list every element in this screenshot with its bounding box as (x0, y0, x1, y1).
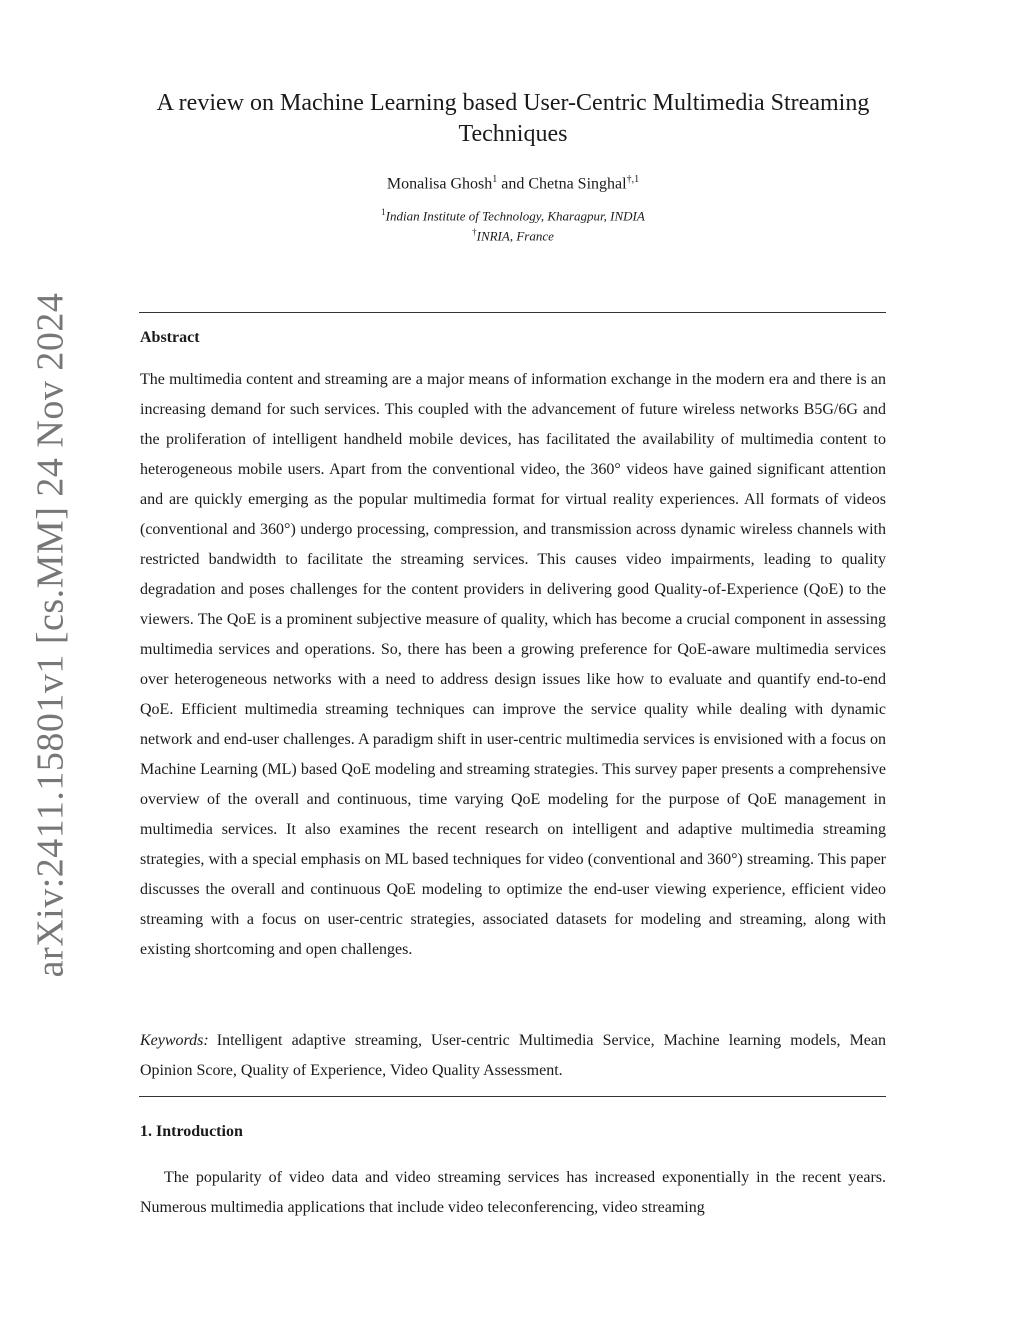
affiliation-text: Indian Institute of Technology, Kharagpur, INDIA (385, 208, 645, 224)
affiliation-mark: 1 (381, 207, 386, 217)
affiliation-mark: † (472, 227, 477, 238)
arxiv-identifier-text: arXiv:2411.15801v1 [cs.MM] 24 Nov 2024 (29, 292, 71, 978)
abstract-body: The multimedia content and streaming are a major means of information exchange in the modern era and there is an increasing demand for such services. This coupled with the advancement of future wireless networks B5G/6G and the proliferation of intelligent handheld mobile devices, has facilitated the availability of multimedia content to heterogeneous mobile users. Apart from the conventional video, the 360° videos have gained significant attention and are quickly emerging as the popular multimedia format for virtual reality experiences. All formats of videos (conventional and 360°) undergo processing, compression, and transmission across dynamic wireless channels with restricted bandwidth to facilitate the streaming services. This causes video impairments, leading to quality degradation and poses challenges for the content providers in delivering good Quality-of-Experience (QoE) to the viewers. The QoE is a prominent subjective measure of quality, which has become a crucial component in assessing multimedia services and operations. So, there has been a growing preference for QoE-aware multimedia services over heterogeneous networks with a need to address design issues like how to evaluate and quantify end-to-end QoE. Efficient multimedia streaming techniques can improve the service quality while dealing with dynamic network and end-user challenges. A paradigm shift in user-centric multimedia services is envisioned with a focus on Machine Learning (ML) based QoE modeling and streaming strategies. This survey paper presents a comprehensive overview of the overall and continuous, time varying QoE modeling for the purpose of QoE management in multimedia services. It also examines the recent research on intelligent and adaptive multimedia streaming strategies, with a special emphasis on ML based techniques for video (conventional and 360°) streaming. This paper discusses the overall and continuous QoE modeling to optimize the end-user viewing experience, efficient video streaming with a focus on user-centric strategies, associated datasets for modeling and streaming, along with existing shortcoming and open challenges. (140, 371, 886, 958)
keywords-label: Keywords: (140, 1032, 209, 1049)
author-affiliation-mark: 1 (492, 174, 498, 185)
author-name: Chetna Singhal (528, 175, 627, 193)
paper-title: A review on Machine Learning based User-Centric Multimedia Streaming Techniques (156, 90, 870, 147)
introduction-heading: 1. Introduction (140, 1123, 243, 1140)
author-name: Monalisa Ghosh (386, 175, 493, 193)
arxiv-identifier (28, 292, 72, 978)
author-conjunction: and (501, 175, 525, 193)
introduction-body: The popularity of video data and video streaming services has increased exponentially in the recent years. Numerous multimedia applications that include video teleconferencing, video streaming (140, 1169, 886, 1216)
keywords-text: Intelligent adaptive streaming, User-centric Multimedia Service, Machine learning models, Mean Opinion Score, Quality of Experience, Video Quality Assessment. (140, 1032, 886, 1079)
affiliation (140, 204, 886, 224)
author-affiliation-mark: †,1 (626, 174, 640, 185)
abstract-heading: Abstract (140, 329, 200, 346)
affiliations (140, 204, 886, 245)
abstract-top-rule (139, 312, 886, 313)
keywords (140, 1026, 886, 1086)
affiliation-text: INRIA, France (476, 228, 554, 244)
author-line (140, 174, 886, 193)
abstract-bottom-rule (139, 1096, 886, 1097)
affiliation (140, 224, 886, 244)
